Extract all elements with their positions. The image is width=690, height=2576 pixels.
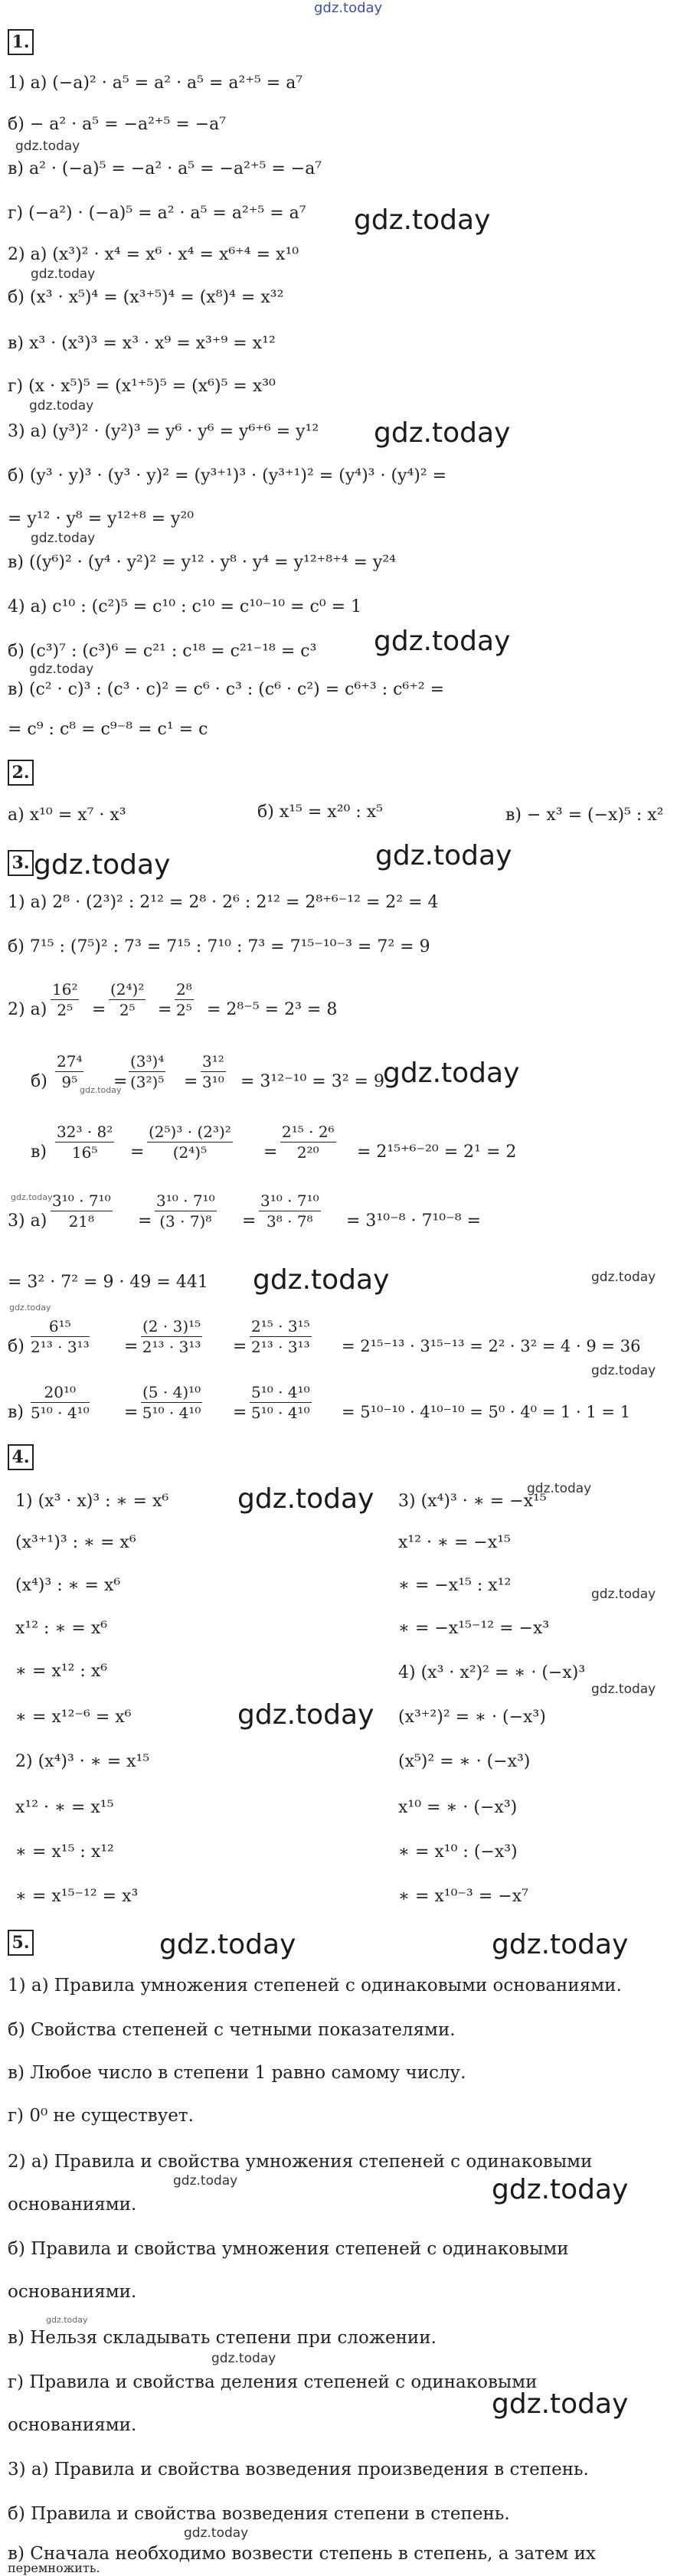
fraction-numerator: 16²	[52, 980, 78, 999]
s5-line-4: г) 0⁰ не существует.	[8, 2106, 194, 2126]
s2-item-a: а) x¹⁰ = x⁷ · x³	[8, 806, 126, 825]
s1-line-7: в) x³ · (x³)³ = x³ · x⁹ = x³⁺⁹ = x¹²	[8, 334, 276, 353]
fraction-denominator: 9⁵	[61, 1073, 78, 1091]
fraction-denominator: 5¹⁰ · 4¹⁰	[142, 1404, 201, 1422]
fraction-numerator: 2¹⁵ · 3¹⁵	[251, 1317, 310, 1335]
fraction-numerator: 20¹⁰	[31, 1384, 90, 1403]
fraction-denominator: 2¹³ · 3¹³	[142, 1338, 201, 1356]
fraction-numerator: 27⁴	[57, 1052, 83, 1071]
s2-item-c: в) − x³ = (−x)⁵ : x²	[505, 806, 664, 825]
s3-2b-label: б)	[31, 1072, 47, 1091]
fraction	[250, 1319, 312, 1355]
equals-sign: =	[242, 1211, 257, 1231]
s5-line-10: г) Правила и свойства деления степеней с одинаковыми	[8, 2372, 538, 2392]
fraction	[155, 1193, 217, 1229]
s3-2a-tail: = 2⁸⁻⁵ = 2³ = 8	[207, 1000, 338, 1019]
equals-sign: =	[233, 1403, 247, 1422]
s5-line-14: в) Сначала необходимо возвести степень в степень, а затем их	[8, 2544, 596, 2564]
s4-left-6: ∗ = x¹²⁻⁶ = x⁶	[15, 1708, 132, 1727]
s2-item-b: б) x¹⁵ = x²⁰ : x⁵	[257, 803, 383, 822]
fraction	[141, 1384, 202, 1420]
watermark-large: gdz.today	[492, 2388, 629, 2420]
fraction-numerator: 3¹⁰ · 7¹⁰	[156, 1192, 215, 1210]
s4-left-7: 2) (x⁴)³ · ∗ = x¹⁵	[15, 1752, 150, 1771]
s1-line-1: 1) а) (−a)² · a⁵ = a² · a⁵ = a²⁺⁵ = a⁷	[8, 74, 303, 93]
s1-line-15: в) (c² · c)³ : (c³ · c)² = c⁶ · c³ : (c⁶ · c²) = c⁶⁺³ : c⁶⁺² =	[8, 680, 445, 699]
watermark-small: gdz.today	[80, 1085, 122, 1095]
watermark-small: gdz.today	[46, 2315, 88, 2325]
fraction	[55, 1054, 83, 1090]
s5-line-9: в) Нельзя складывать степени при сложении.	[8, 2328, 437, 2348]
fraction-numerator: 3¹⁰ · 7¹⁰	[260, 1192, 319, 1210]
watermark-large: gdz.today	[374, 626, 511, 657]
fraction-denominator: 5¹⁰ · 4¹⁰	[251, 1404, 310, 1422]
fraction-denominator: 5¹⁰ · 4¹⁰	[31, 1404, 90, 1422]
s4-left-8: x¹² · ∗ = x¹⁵	[15, 1798, 114, 1817]
s3-line-2: б) 7¹⁵ : (7⁵)² : 7³ = 7¹⁵ : 7¹⁰ : 7³ = 7¹⁵⁻¹⁰⁻³ = 7² = 9	[8, 937, 430, 956]
fraction	[250, 1384, 312, 1420]
fraction-numerator: (2⁴)²	[110, 980, 145, 999]
fraction-denominator: 2²⁰	[296, 1143, 319, 1162]
s5-line-3: в) Любое число в степени 1 равно самому числу.	[8, 2063, 466, 2083]
fraction-numerator: 3¹⁰ · 7¹⁰	[52, 1192, 111, 1210]
s4-right-3: ∗ = −x¹⁵ : x¹²	[398, 1576, 512, 1595]
watermark-large: gdz.today	[253, 1264, 390, 1296]
s1-line-13: 4) а) c¹⁰ : (c²)⁵ = c¹⁰ : c¹⁰ = c¹⁰⁻¹⁰ = c⁰ = 1	[8, 597, 362, 616]
s1-line-11: = y¹² · y⁸ = y¹²⁺⁸ = y²⁰	[8, 509, 195, 528]
s3-3a-tail: = 3¹⁰⁻⁸ · 7¹⁰⁻⁸ =	[346, 1211, 481, 1231]
s3-3b-label: б)	[8, 1337, 25, 1356]
section-2-number: 2.	[8, 760, 34, 786]
watermark-large: gdz.today	[374, 417, 511, 449]
fraction	[51, 982, 79, 1018]
s3-2a-label: 2) а)	[8, 1000, 47, 1019]
s1-line-12: в) ((y⁶)² · (y⁴ · y²)² = y¹² · y⁸ · y⁴ = y¹²⁺⁸⁺⁴ = y²⁴	[8, 553, 396, 572]
s1-line-2: б) − a² · a⁵ = −a²⁺⁵ = −a⁷	[8, 115, 227, 134]
section-1-number: 1.	[8, 29, 34, 55]
fraction-denominator: 16⁵	[71, 1143, 98, 1162]
fraction-denominator: 2⁵	[176, 1001, 192, 1019]
s4-right-4: ∗ = −x¹⁵⁻¹² = −x³	[398, 1619, 550, 1638]
fraction-numerator: 2¹⁵ · 2⁶	[282, 1123, 335, 1141]
equals-sign: =	[113, 1072, 128, 1091]
section-5-number: 5.	[8, 1930, 34, 1956]
site-watermark-top: gdz.today	[314, 0, 383, 16]
s4-right-1: 3) (x⁴)³ · ∗ = −x¹⁵	[398, 1492, 547, 1511]
s4-left-10: ∗ = x¹⁵⁻¹² = x³	[15, 1887, 139, 1906]
section-4-number: 4.	[8, 1444, 34, 1470]
fraction	[141, 1319, 202, 1355]
watermark-small: gdz.today	[31, 531, 96, 546]
fraction-denominator: (2⁴)⁵	[172, 1143, 208, 1162]
fraction-denominator: (3 · 7)⁸	[159, 1212, 212, 1231]
s3-3a-continuation: = 3² · 7² = 9 · 49 = 441	[8, 1273, 208, 1292]
watermark-large: gdz.today	[159, 1929, 296, 1960]
s1-line-6: б) (x³ · x⁵)⁴ = (x³⁺⁵)⁴ = (x⁸)⁴ = x³²	[8, 288, 284, 307]
s1-line-8: г) (x · x⁵)⁵ = (x¹⁺⁵)⁵ = (x⁶)⁵ = x³⁰	[8, 377, 276, 396]
equals-sign: =	[158, 1000, 172, 1019]
s1-line-5: 2) а) (x³)² · x⁴ = x⁶ · x⁴ = x⁶⁺⁴ = x¹⁰	[8, 245, 299, 264]
s5-line-7: б) Правила и свойства умножения степеней с одинаковыми	[8, 2239, 569, 2259]
section-3-number: 3.	[8, 850, 34, 876]
watermark-small: gdz.today	[31, 266, 96, 282]
fraction-denominator: 2⁵	[119, 1001, 136, 1019]
fraction-numerator: (5 · 4)¹⁰	[142, 1383, 201, 1401]
equals-sign: =	[124, 1403, 139, 1422]
fraction	[31, 1319, 90, 1355]
fraction-denominator: 3⁸ · 7⁸	[267, 1212, 313, 1231]
watermark-small: gdz.today	[15, 139, 80, 154]
fraction-numerator: 3¹²	[202, 1052, 224, 1071]
s1-line-10: б) (y³ · y)³ · (y³ · y)² = (y³⁺¹)³ · (y³⁺¹)² = (y⁴)³ · (y⁴)² =	[8, 466, 447, 485]
s5-line-13: б) Правила и свойства возведения степени в степень.	[8, 2504, 510, 2524]
s3-2b-tail: = 3¹²⁻¹⁰ = 3² = 9	[240, 1072, 384, 1091]
s4-left-3: (x⁴)³ : ∗ = x⁶	[15, 1576, 121, 1595]
fraction-numerator: 5¹⁰ · 4¹⁰	[251, 1383, 310, 1401]
s4-right-9: ∗ = x¹⁰ : (−x³)	[398, 1842, 518, 1862]
s1-line-16: = c⁹ : c⁸ = c⁹⁻⁸ = c¹ = c	[8, 720, 208, 739]
fraction-denominator: 2⁵	[57, 1001, 74, 1019]
fraction-numerator: (3³)⁴	[130, 1052, 165, 1071]
s5-line-5: 2) а) Правила и свойства умножения степеней с одинаковыми	[8, 2152, 593, 2172]
watermark-small: gdz.today	[9, 1303, 51, 1313]
s3-3c-tail: = 5¹⁰⁻¹⁰ · 4¹⁰⁻¹⁰ = 5⁰ · 4⁰ = 1 · 1 = 1	[342, 1403, 631, 1421]
watermark-small: gdz.today	[591, 1587, 656, 1602]
s3-3b-tail: = 2¹⁵⁻¹³ · 3¹⁵⁻¹³ = 2² · 3² = 4 · 9 = 36	[342, 1337, 641, 1355]
fraction	[109, 982, 146, 1018]
watermark-large: gdz.today	[375, 840, 512, 871]
equals-sign: =	[124, 1337, 139, 1356]
fraction	[129, 1054, 165, 1090]
s1-line-4: г) (−a²) · (−a)⁵ = a² · a⁵ = a²⁺⁵ = a⁷	[8, 204, 306, 223]
s3-3a-label: 3) а)	[8, 1211, 47, 1231]
watermark-small: gdz.today	[591, 1363, 656, 1378]
s4-right-2: x¹² · ∗ = −x¹⁵	[398, 1533, 511, 1552]
watermark-small: gdz.today	[29, 662, 94, 677]
s4-left-9: ∗ = x¹⁵ : x¹²	[15, 1842, 114, 1862]
watermark-large: gdz.today	[492, 2174, 629, 2205]
fraction-numerator: 6¹⁵	[31, 1319, 90, 1337]
watermark-small: gdz.today	[29, 398, 94, 414]
s4-left-1: 1) (x³ · x)³ : ∗ = x⁶	[15, 1492, 169, 1511]
fraction	[31, 1384, 90, 1420]
equals-sign: =	[233, 1337, 247, 1356]
equals-sign: =	[138, 1211, 152, 1231]
s3-line-1: 1) а) 2⁸ · (2³)² : 2¹² = 2⁸ · 2⁶ : 2¹² = 2⁸⁺⁶⁻¹² = 2² = 4	[8, 893, 439, 912]
equals-sign: =	[184, 1072, 198, 1091]
fraction-denominator: 2¹³ · 3¹³	[251, 1338, 310, 1356]
s3-3c-label: в)	[8, 1403, 24, 1422]
watermark-small: gdz.today	[211, 2351, 276, 2366]
s3-2c-label: в)	[31, 1143, 47, 1162]
fraction	[55, 1124, 114, 1160]
fraction-numerator: (2 · 3)¹⁵	[142, 1317, 201, 1335]
watermark-small: gdz.today	[11, 1192, 53, 1202]
s4-left-4: x¹² : ∗ = x⁶	[15, 1619, 108, 1638]
watermark-large: gdz.today	[492, 1929, 629, 1960]
s5-line-11: основаниями.	[8, 2415, 137, 2435]
s4-left-5: ∗ = x¹² : x⁶	[15, 1662, 108, 1681]
s4-right-10: ∗ = x¹⁰⁻³ = −x⁷	[398, 1887, 528, 1906]
watermark-large: gdz.today	[237, 1483, 374, 1515]
fraction-denominator: 2¹³ · 3¹³	[31, 1338, 90, 1356]
s4-right-8: x¹⁰ = ∗ · (−x³)	[398, 1798, 518, 1817]
watermark-small: gdz.today	[591, 1270, 656, 1285]
equals-sign: =	[263, 1143, 278, 1162]
equals-sign: =	[130, 1143, 145, 1162]
s1-line-14: б) (c³)⁷ : (c³)⁶ = c²¹ : c¹⁸ = c²¹⁻¹⁸ = c³	[8, 642, 317, 661]
fraction-denominator: (3²)⁵	[130, 1073, 165, 1091]
s4-right-7: (x⁵)² = ∗ · (−x³)	[398, 1752, 531, 1771]
fraction-numerator: (2⁵)³ · (2³)²	[149, 1123, 231, 1141]
s5-line-1: 1) а) Правила умножения степеней с одинаковыми основаниями.	[8, 1976, 622, 1996]
s4-right-6: (x³⁺²)² = ∗ · (−x³)	[398, 1708, 546, 1727]
s4-right-5: 4) (x³ · x²)² = ∗ · (−x)³	[398, 1663, 586, 1682]
watermark-large: gdz.today	[34, 849, 171, 881]
s5-line-15: перемножить.	[8, 2561, 100, 2575]
fraction-numerator: 32³ · 8²	[57, 1123, 113, 1141]
watermark-small: gdz.today	[591, 1682, 656, 1697]
s1-line-9: 3) а) (y³)² · (y²)³ = y⁶ · y⁶ = y⁶⁺⁶ = y¹²	[8, 422, 319, 441]
fraction	[175, 982, 194, 1018]
fraction	[51, 1193, 113, 1229]
watermark-small: gdz.today	[173, 2173, 238, 2189]
s5-line-12: 3) а) Правила и свойства возведения произведения в степень.	[8, 2460, 589, 2480]
fraction	[280, 1124, 336, 1160]
s3-2c-tail: = 2¹⁵⁺⁶⁻²⁰ = 2¹ = 2	[357, 1143, 517, 1162]
watermark-large: gdz.today	[237, 1699, 374, 1731]
watermark-large: gdz.today	[354, 204, 491, 236]
s5-line-2: б) Свойства степеней с четными показателями.	[8, 2020, 456, 2040]
s5-line-6: основаниями.	[8, 2195, 137, 2215]
watermark-large: gdz.today	[383, 1058, 520, 1089]
fraction-denominator: 3¹⁰	[202, 1073, 224, 1091]
equals-sign: =	[92, 1000, 106, 1019]
watermark-small: gdz.today	[184, 2525, 249, 2541]
fraction	[259, 1193, 321, 1229]
fraction-denominator: 21⁸	[68, 1212, 95, 1231]
s1-line-3: в) a² · (−a)⁵ = −a² · a⁵ = −a²⁺⁵ = −a⁷	[8, 159, 322, 178]
fraction	[147, 1124, 233, 1160]
fraction-numerator: 2⁸	[176, 980, 192, 999]
fraction	[201, 1054, 226, 1090]
watermark-small: gdz.today	[527, 1481, 592, 1496]
s5-line-8: основаниями.	[8, 2282, 137, 2302]
s4-left-2: (x³⁺¹)³ : ∗ = x⁶	[15, 1533, 136, 1552]
